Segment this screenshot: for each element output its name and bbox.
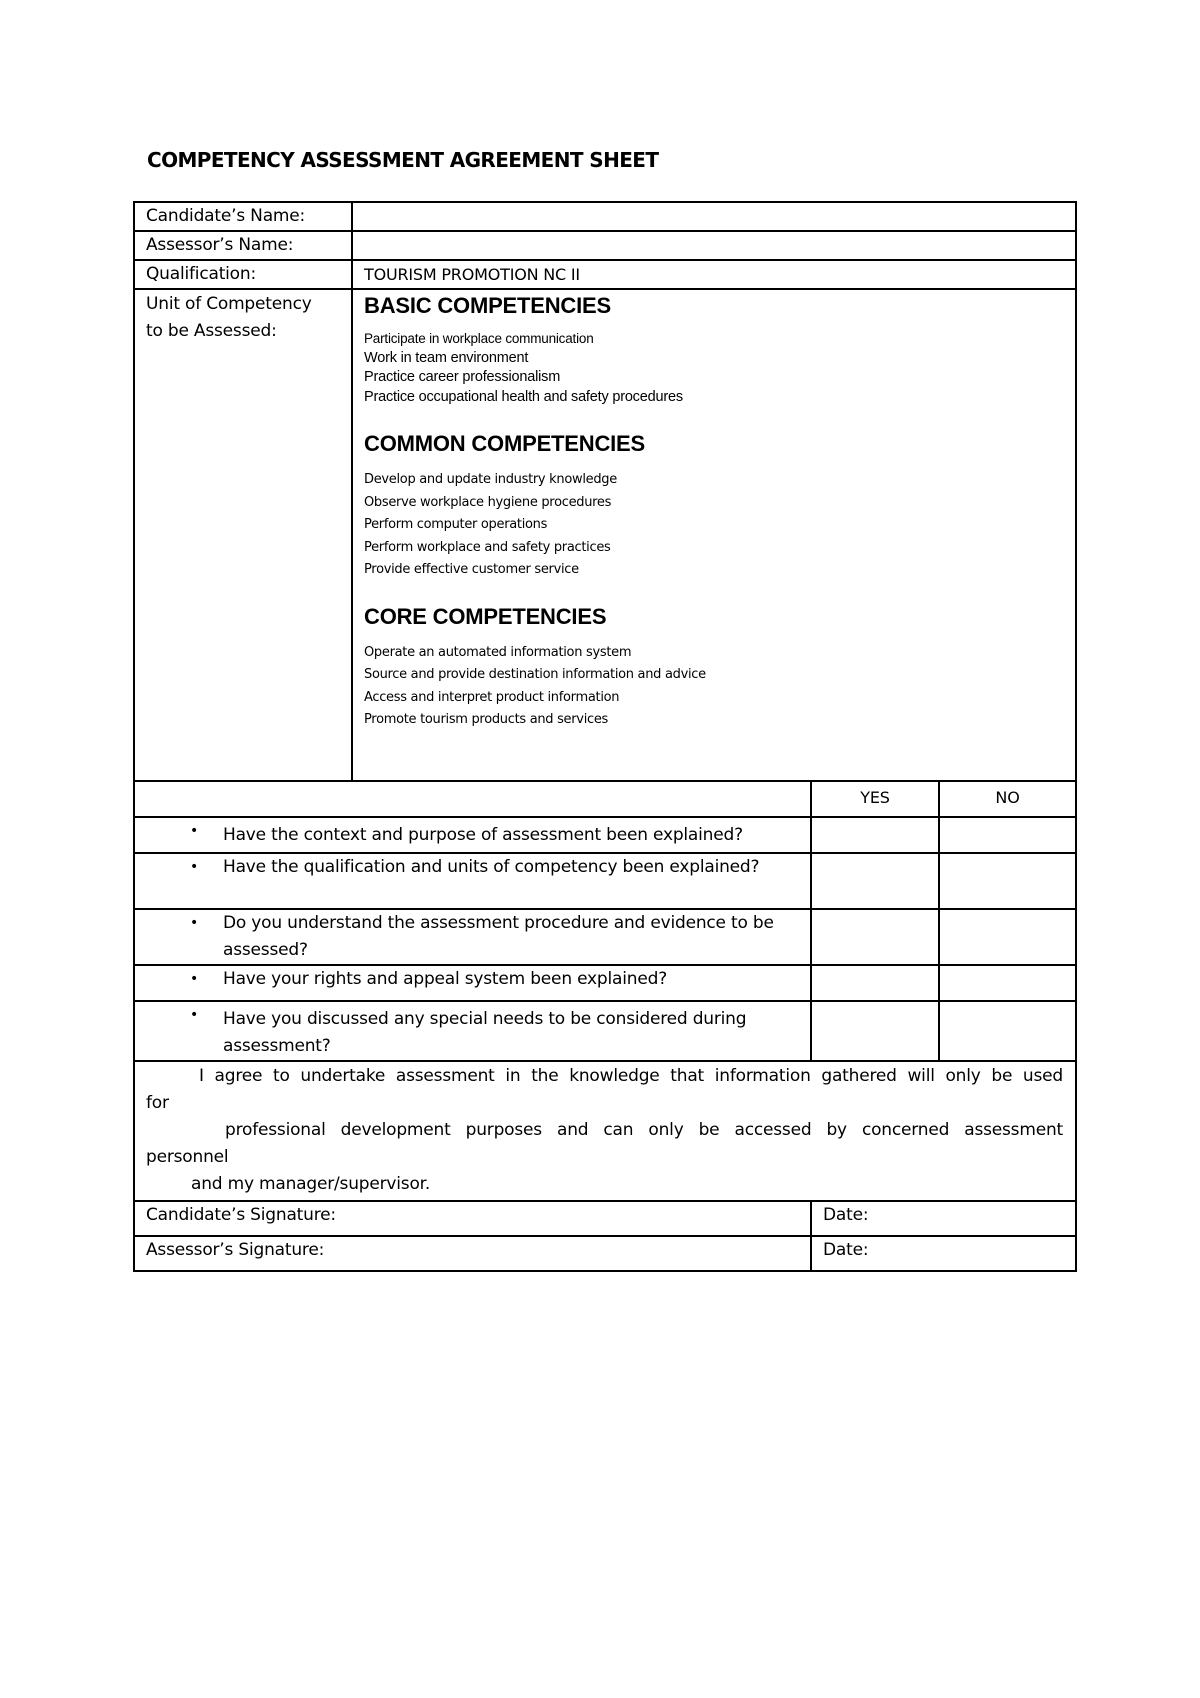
unit-of-competency-row <box>134 289 1076 781</box>
candidate-signature-field[interactable]: Candidate’s Signature: <box>134 1201 811 1236</box>
no-checkbox-cell[interactable] <box>939 965 1076 1001</box>
common-competency-item: Provide effective customer service <box>364 562 579 577</box>
agreement-line: personnel <box>146 1147 229 1167</box>
yes-checkbox-cell[interactable] <box>811 817 939 853</box>
checklist-row <box>134 853 1076 909</box>
basic-competency-item: Practice occupational health and safety procedures <box>364 388 683 405</box>
document-title: COMPETENCY ASSESSMENT AGREEMENT SHEET <box>147 148 659 172</box>
checklist-question <box>134 909 811 965</box>
agreement-statement <box>134 1061 1076 1201</box>
basic-competency-item: Practice career professionalism <box>364 369 561 385</box>
bullet-icon: • <box>190 971 199 987</box>
checklist-header-blank <box>134 781 811 817</box>
yes-checkbox-cell[interactable] <box>811 853 939 909</box>
assessor-signature-row <box>134 1236 1076 1271</box>
core-competency-item: Source and provide destination information and advice <box>364 667 706 682</box>
agreement-line: and my manager/supervisor. <box>191 1174 431 1194</box>
bullet-icon: • <box>190 823 199 839</box>
bullet-icon: • <box>190 1007 199 1023</box>
core-competencies-list <box>364 642 1075 732</box>
no-column-header: NO <box>939 781 1076 817</box>
assessor-date-field[interactable]: Date: <box>811 1236 1076 1271</box>
checklist-row <box>134 817 1076 853</box>
question-text: Do you understand the assessment procedure and evidence to be assessed? <box>223 913 774 960</box>
checklist-question <box>134 965 811 1001</box>
basic-competencies-list <box>364 329 1075 407</box>
checklist-question <box>134 1001 811 1061</box>
question-text: Have the qualification and units of competency been explained? <box>223 857 760 877</box>
yes-checkbox-cell[interactable] <box>811 909 939 965</box>
agreement-line: professional development purposes and can only be accessed by concerned assessment <box>225 1120 1064 1140</box>
qualification-value: TOURISM PROMOTION NC II <box>352 260 1076 289</box>
core-competency-item: Promote tourism products and services <box>364 712 609 727</box>
assessment-form-table <box>133 201 1077 1272</box>
checklist-row <box>134 1001 1076 1061</box>
assessor-name-label: Assessor’s Name: <box>134 231 352 260</box>
checklist-row <box>134 965 1076 1001</box>
checklist-row <box>134 909 1076 965</box>
question-text: Have you discussed any special needs to be considered during assessment? <box>223 1009 747 1056</box>
bullet-icon: • <box>190 915 199 931</box>
unit-label-line1: Unit of Competency <box>146 294 312 314</box>
yes-checkbox-cell[interactable] <box>811 965 939 1001</box>
assessor-signature-field[interactable]: Assessor’s Signature: <box>134 1236 811 1271</box>
basic-competency-item: Work in team environment <box>364 349 529 366</box>
no-checkbox-cell[interactable] <box>939 817 1076 853</box>
common-competency-item: Perform computer operations <box>364 517 548 532</box>
candidate-name-label: Candidate’s Name: <box>134 202 352 231</box>
common-competency-item: Observe workplace hygiene procedures <box>364 494 612 510</box>
yes-column-header: YES <box>811 781 939 817</box>
core-competencies-title: CORE COMPETENCIES <box>364 603 607 629</box>
assessor-name-row <box>134 231 1076 260</box>
unit-label-line2: to be Assessed: <box>146 321 277 341</box>
no-checkbox-cell[interactable] <box>939 853 1076 909</box>
qualification-label: Qualification: <box>134 260 352 289</box>
checklist-question <box>134 853 811 909</box>
common-competencies-title: COMMON COMPETENCIES <box>364 431 645 456</box>
qualification-row <box>134 260 1076 289</box>
question-text: Have your rights and appeal system been explained? <box>223 969 668 989</box>
question-text: Have the context and purpose of assessment been explained? <box>223 825 743 845</box>
core-competency-item: Access and interpret product information <box>364 689 620 705</box>
assessor-name-field[interactable] <box>352 231 1076 260</box>
common-competency-item: Perform workplace and safety practices <box>364 539 611 555</box>
candidate-signature-row <box>134 1201 1076 1236</box>
unit-of-competency-label <box>134 289 352 781</box>
common-competency-item: Develop and update industry knowledge <box>364 472 617 487</box>
competency-units-cell <box>352 289 1076 781</box>
agreement-line: I agree to undertake assessment in the knowledge that information gathered will only be used <box>199 1066 1064 1086</box>
no-checkbox-cell[interactable] <box>939 1001 1076 1061</box>
candidate-name-field[interactable] <box>352 202 1076 231</box>
core-competency-item: Operate an automated information system <box>364 644 632 660</box>
basic-competency-item: Participate in workplace communication <box>364 331 594 346</box>
checklist-header-row <box>134 781 1076 817</box>
bullet-icon: • <box>190 859 199 875</box>
agreement-row <box>134 1061 1076 1201</box>
yes-checkbox-cell[interactable] <box>811 1001 939 1061</box>
candidate-name-row <box>134 202 1076 231</box>
common-competencies-list <box>364 469 1075 582</box>
no-checkbox-cell[interactable] <box>939 909 1076 965</box>
agreement-line: for <box>146 1093 169 1113</box>
checklist-question <box>134 817 811 853</box>
candidate-date-field[interactable]: Date: <box>811 1201 1076 1236</box>
basic-competencies-title: BASIC COMPETENCIES <box>364 293 611 318</box>
